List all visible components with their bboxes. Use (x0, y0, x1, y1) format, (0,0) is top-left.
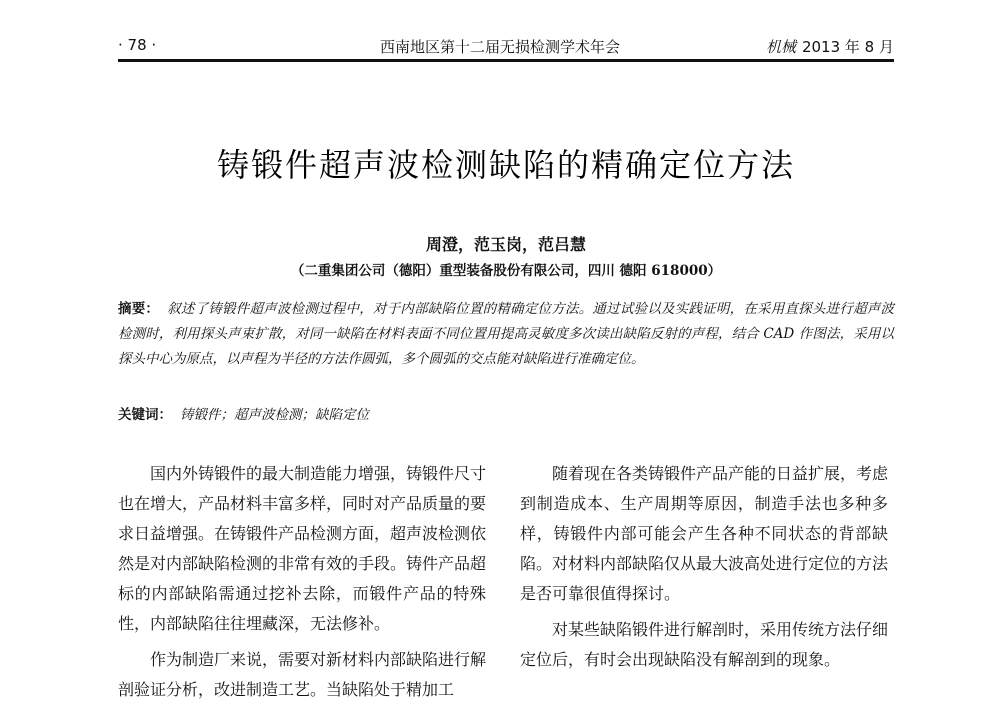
keywords-label: 关键词： (118, 407, 172, 423)
keywords-text: 铸锻件；超声波检测；缺陷定位 (180, 407, 369, 423)
authors: 周澄，范玉岗，范吕慧 (425, 235, 586, 254)
abstract-text: 叙述了铸锻件超声波检测过程中，对于内部缺陷位置的精确定位方法。通过试验以及实践证明，在采用直探头进行超声波检测时，利用探头声束扩散，对同一缺陷在材料表面不同位置用提高灵敏度多次读出缺陷反射的声程，结合 CAD 作图法，采用以探头中心为原点，以声程为半径的方法作圆弧，多个圆弧的交点能对缺陷进行准确定位。 (118, 301, 895, 367)
paragraph: 国内外铸锻件的最大制造能力增强，铸锻件尺寸也在增大，产品材料丰富多样，同时对产品质量的要求日益增强。在铸锻件产品检测方面，超声波检测依然是对内部缺陷检测的非常有效的手段。铸件产品超标的内部缺陷需通过挖补去除，而锻件产品的特殊性，内部缺陷往往埋藏深，无法修补。 (118, 464, 487, 633)
journal-info (766, 36, 894, 57)
body-column-right (520, 459, 888, 681)
page-number: · 78 · (118, 36, 157, 54)
conference-name: 西南地区第十二届无损检测学术年会 (380, 38, 621, 56)
paper-title: 铸锻件超声波检测缺陷的精确定位方法 (216, 146, 795, 184)
paragraph: 随着现在各类铸锻件产品产能的日益扩展，考虑到制造成本、生产周期等原因，制造手法也多种多样，铸锻件内部可能会产生各种不同状态的背部缺陷。对材料内部缺陷仅从最大波高处进行定位的方法是否可靠很值得探讨。 (520, 464, 889, 603)
abstract (118, 297, 894, 372)
running-header (118, 36, 894, 60)
journal-name: 机械 (765, 38, 796, 56)
abstract-label: 摘要： (118, 301, 160, 317)
header-rule (118, 59, 894, 62)
body-column-left (118, 459, 486, 711)
paragraph: 作为制造厂来说，需要对新材料内部缺陷进行解剖验证分析，改进制造工艺。当缺陷处于精加工 (118, 650, 487, 699)
journal-issue: 2013 年 8 月 (801, 38, 894, 56)
affiliation: （二重集团公司（德阳）重型装备股份有限公司，四川 德阳 618000） (290, 263, 722, 279)
paragraph: 对某些缺陷锻件进行解剖时，采用传统方法仔细定位后，有时会出现缺陷没有解剖到的现象。 (520, 620, 889, 669)
keywords (118, 403, 894, 428)
